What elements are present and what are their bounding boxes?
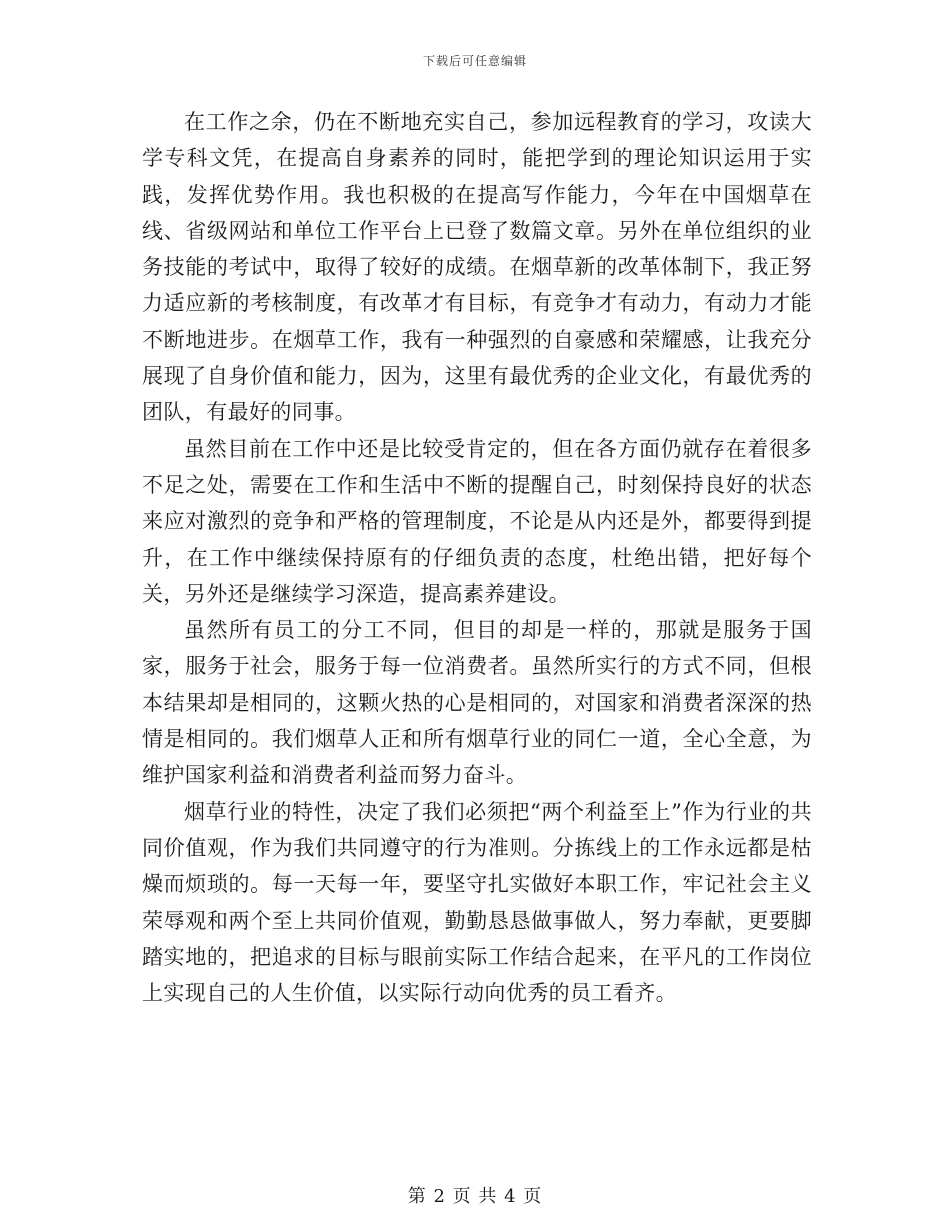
page-header: 下载后可任意编辑 <box>422 54 527 68</box>
page-number-footer: 第 2 页 共 4 页 <box>407 1186 543 1207</box>
paragraph-1: 在工作之余，仍在不断地充实自己，参加远程教育的学习，攻读大学专科文凭，在提高自身素养的同时，能把学到的理论知识运用于实践，发挥优势作用。我也积极的在提高写作能力，今年在中国烟草在线、省级网站和单位工作平台上已登了数篇文章。另外在单位组织的业务技能的考试中，取得了较好的成绩。在烟草新的改革体制下，我正努力适应新的考核制度，有改革才有目标，有竞争才有动力，有动力才能不断地进步。在烟草工作，我有一种强烈的自豪感和荣耀感，让我充分展现了自身价值和能力，因为，这里有最优秀的企业文化，有最优秀的团队，有最好的同事。 <box>142 110 812 425</box>
document-body <box>142 104 812 1011</box>
paragraph-4: 烟草行业的特性，决定了我们必须把“两个利益至上”作为行业的共同价值观，作为我们共同遵守的行为准则。分拣线上的工作永远都是枯燥而烦琐的。每一天每一年，要坚守扎实做好本职工作，牢记社会主义荣辱观和两个至上共同价值观，勤勤恳恳做事做人，努力奉献，更要脚踏实地的，把追求的目标与眼前实际工作结合起来，在平凡的工作岗位上实现自己的人生价值，以实际行动向优秀的员工看齐。 <box>142 799 812 1006</box>
paragraph-3: 虽然所有员工的分工不同，但目的却是一样的，那就是服务于国家，服务于社会，服务于每一位消费者。虽然所实行的方式不同，但根本结果却是相同的，这颗火热的心是相同的，对国家和消费者深深的热情是相同的。我们烟草人正和所有烟草行业的同仁一道，全心全意，为维护国家利益和消费者利益而努力奋斗。 <box>142 618 812 788</box>
paragraph-2: 虽然目前在工作中还是比较受肯定的，但在各方面仍就存在着很多不足之处，需要在工作和生活中不断的提醒自己，时刻保持良好的状态来应对激烈的竞争和严格的管理制度，不论是从内还是外，都要得到提升，在工作中继续保持原有的仔细负责的态度，杜绝出错，把好每个关，另外还是继续学习深造，提高素养建设。 <box>142 436 812 606</box>
